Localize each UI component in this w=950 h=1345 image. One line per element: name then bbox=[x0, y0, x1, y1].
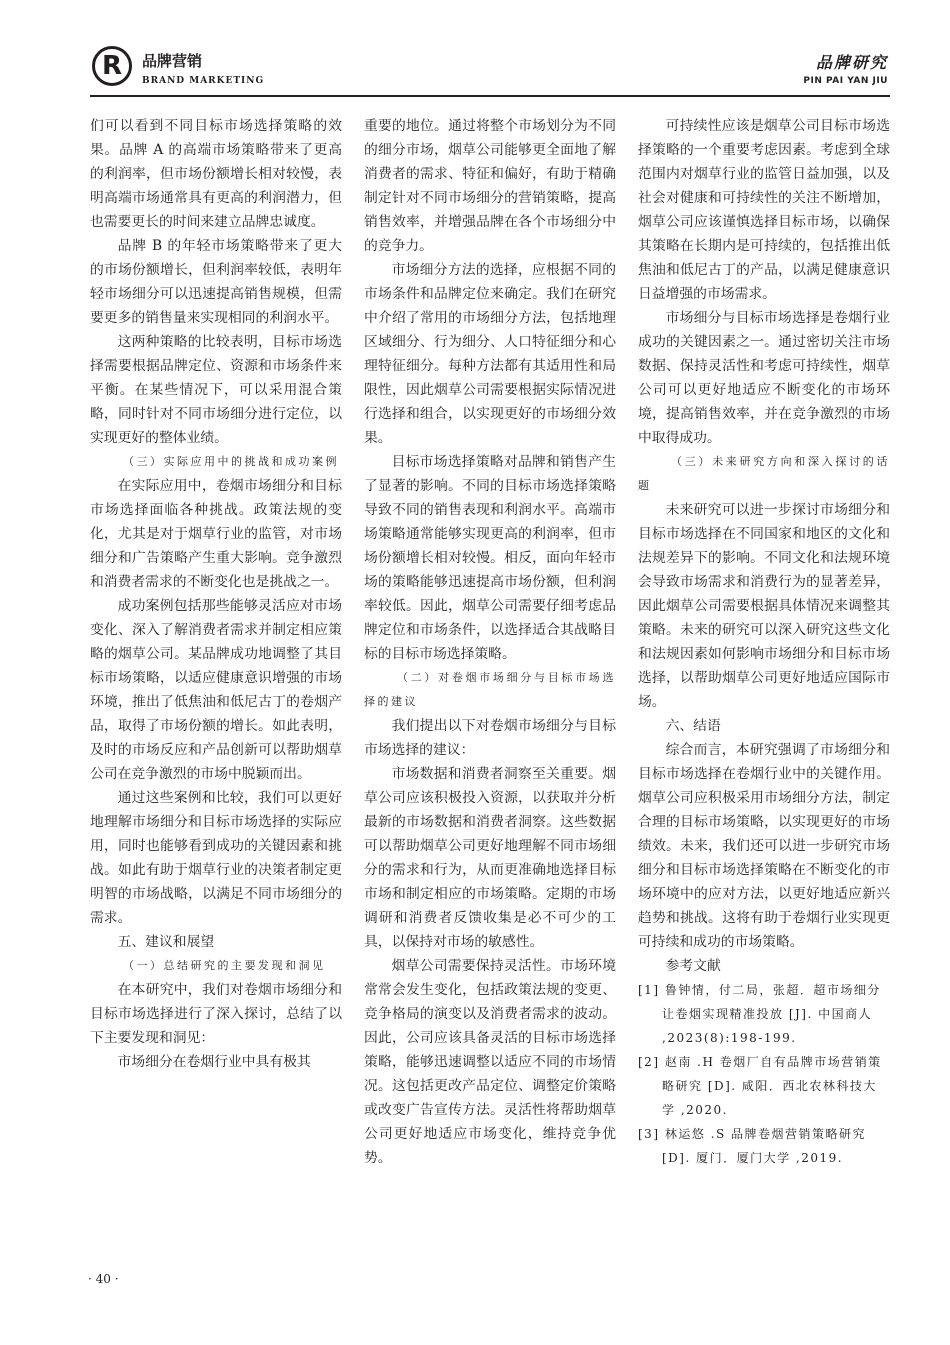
section-title-cn: 品牌研究 bbox=[815, 53, 888, 72]
column-3 bbox=[638, 114, 890, 1274]
column-2 bbox=[364, 114, 616, 1274]
page-header bbox=[0, 0, 950, 100]
section-heading: 六、结语 bbox=[665, 718, 721, 734]
paragraph: 目标市场选择策略对品牌和销售产生了显著的影响。不同的目标市场选择策略导致不同的销售表现和利润水平。高端市场策略通常能够实现更高的利润率，但市场份额增长相对较慢。相反，面向年轻市场的策略能够迅速提高市场份额，但利润率较低。因此，烟草公司需要仔细考虑品牌定位和市场条件，以选择适合其战略目标的目标市场选择策略。 bbox=[364, 454, 616, 662]
paragraph: 可持续性应该是烟草公司目标市场选择策略的一个重要考虑因素。考虑到全球范围内对烟草行业的监管日益加强，以及社会对健康和可持续性的关注不断增加，烟草公司应该谨慎选择目标市场，以确保其策略在长期内是可持续的，包括推出低焦油和低尼古丁的产品，以满足健康意识日益增强的市场需求。 bbox=[638, 118, 890, 302]
paragraph: 市场数据和消费者洞察至关重要。烟草公司应该积极投入资源，以获取并分析最新的市场数据和消费者洞察。这些数据可以帮助烟草公司更好地理解不同市场细分的需求和行为，从而更准确地选择目标市场和制定相应的市场策略。定期的市场调研和消费者反馈收集是必不可少的工具，以保持对市场的敏感性。 bbox=[364, 766, 616, 950]
paragraph: 综合而言，本研究强调了市场细分和目标市场选择在卷烟行业中的关键作用。烟草公司应积极采用市场细分方法，制定合理的目标市场策略，以实现更好的市场绩效。未来，我们还可以进一步研究市场细分和目标市场选择策略在不断变化的市场环境中的应对方法，以更好地适应新兴趋势和挑战。这将有助于卷烟行业实现更可持续和成功的市场策略。 bbox=[638, 742, 890, 950]
paragraph: 烟草公司需要保持灵活性。市场环境常常会发生变化，包括政策法规的变更、竞争格局的演变以及消费者需求的波动。因此，公司应该具备灵活的目标市场选择策略，能够迅速调整以适应不同的市场情况。这包括更改产品定位、调整定价策略或改变广告宣传方法。灵活性将帮助烟草公司更好地适应市场变化，维持竞争优势。 bbox=[364, 958, 616, 1166]
paragraph: 在实际应用中，卷烟市场细分和目标市场选择面临各种挑战。政策法规的变化，尤其是对于烟草行业的监管，对市场细分和广告策略产生重大影响。竞争激烈和消费者需求的不断变化也是挑战之一。 bbox=[90, 478, 342, 590]
reference-item: [3] 林运悠 .S 品牌卷烟营销策略研究 [D]. 厦门．厦门大学 ,2019. bbox=[638, 1127, 866, 1165]
paragraph: 成功案例包括那些能够灵活应对市场变化、深入了解消费者需求并制定相应策略的烟草公司。某品牌成功地调整了其目标市场策略，以适应健康意识增强的市场环境，推出了低焦油和低尼古丁的卷烟产品，取得了市场份额的增长。如此表明，及时的市场反应和产品创新可以帮助烟草公司在竞争激烈的市场中脱颖而出。 bbox=[90, 598, 342, 782]
subsection-heading: （二）对卷烟市场细分与目标市场选择的建议 bbox=[364, 671, 616, 708]
registered-logo-icon: R bbox=[92, 46, 132, 86]
reference-item: [2] 赵南 .H 卷烟厂自有品牌市场营销策略研究 [D]. 咸阳．西北农林科技大学 ,2020. bbox=[638, 1055, 882, 1117]
section-title-en: PIN PAI YAN JIU bbox=[803, 76, 888, 86]
reference-item: [1] 鲁钟情，付二局，张超．超市场细分让卷烟实现精准投放 [J]. 中国商人 ,2023(8):198-199. bbox=[638, 983, 881, 1045]
header-divider bbox=[90, 95, 890, 97]
column-1 bbox=[90, 114, 342, 1274]
subsection-heading: （三）实际应用中的挑战和成功案例 bbox=[123, 455, 339, 468]
paragraph: 市场细分与目标市场选择是卷烟行业成功的关键因素之一。通过密切关注市场数据、保持灵活性和考虑可持续性，烟草公司可以更好地适应不断变化的市场环境，提高销售效率，并在竞争激烈的市场中取得成功。 bbox=[638, 310, 890, 446]
brand-title-en: BRAND MARKETING bbox=[142, 76, 265, 86]
paragraph: 未来研究可以进一步探讨市场细分和目标市场选择在不同国家和地区的文化和法规差异下的影响。不同文化和法规环境会导致市场需求和消费行为的显著差异，因此烟草公司需要根据具体情况来调整其策略。未来的研究可以深入研究这些文化和法规因素如何影响市场细分和目标市场选择，以帮助烟草公司更好地适应国际市场。 bbox=[638, 502, 890, 710]
section-heading: 五、建议和展望 bbox=[117, 934, 215, 950]
paragraph: 市场细分在卷烟行业中具有极其 bbox=[117, 1054, 311, 1070]
paragraph: 们可以看到不同目标市场选择策略的效果。品牌 A 的高端市场策略带来了更高的利润率，但市场份额增长相对较慢，表明高端市场通常具有更高的利润潜力，但也需要更长的时间来建立品牌忠诚度。 bbox=[90, 118, 342, 230]
page-number: · 40 · bbox=[88, 1272, 119, 1286]
paragraph: 市场细分方法的选择，应根据不同的市场条件和品牌定位来确定。我们在研究中介绍了常用的市场细分方法，包括地理区域细分、行为细分、人口特征细分和心理特征细分。每种方法都有其适用性和局限性，因此烟草公司需要根据实际情况进行选择和组合，以实现更好的市场细分效果。 bbox=[364, 262, 616, 446]
subsection-heading: （三）未来研究方向和深入探讨的话题 bbox=[638, 455, 890, 492]
references-heading: 参考文献 bbox=[665, 958, 721, 974]
brand-title-cn: 品牌营销 bbox=[142, 52, 203, 70]
subsection-heading: （一）总结研究的主要发现和洞见 bbox=[123, 959, 326, 972]
paragraph: 重要的地位。通过将整个市场划分为不同的细分市场，烟草公司能够更全面地了解消费者的需求、特征和偏好，有助于精确制定针对不同市场细分的营销策略，提高销售效率，并增强品牌在各个市场细分中的竞争力。 bbox=[364, 118, 616, 254]
paragraph: 这两种策略的比较表明，目标市场选择需要根据品牌定位、资源和市场条件来平衡。在某些情况下，可以采用混合策略，同时针对不同市场细分进行定位，以实现更好的整体业绩。 bbox=[90, 334, 342, 446]
paragraph: 品牌 B 的年轻市场策略带来了更大的市场份额增长，但利润率较低，表明年轻市场细分可以迅速提高销售规模，但需要更多的销售量来实现相同的利润水平。 bbox=[90, 238, 342, 326]
paragraph: 我们提出以下对卷烟市场细分与目标市场选择的建议： bbox=[364, 718, 616, 758]
paragraph: 通过这些案例和比较，我们可以更好地理解市场细分和目标市场选择的实际应用，同时也能够看到成功的关键因素和挑战。如此有助于烟草行业的决策者制定更明智的市场战略，以满足不同市场细分的需求。 bbox=[90, 790, 342, 926]
paragraph: 在本研究中，我们对卷烟市场细分和目标市场选择进行了深入探讨，总结了以下主要发现和洞见： bbox=[90, 982, 342, 1046]
